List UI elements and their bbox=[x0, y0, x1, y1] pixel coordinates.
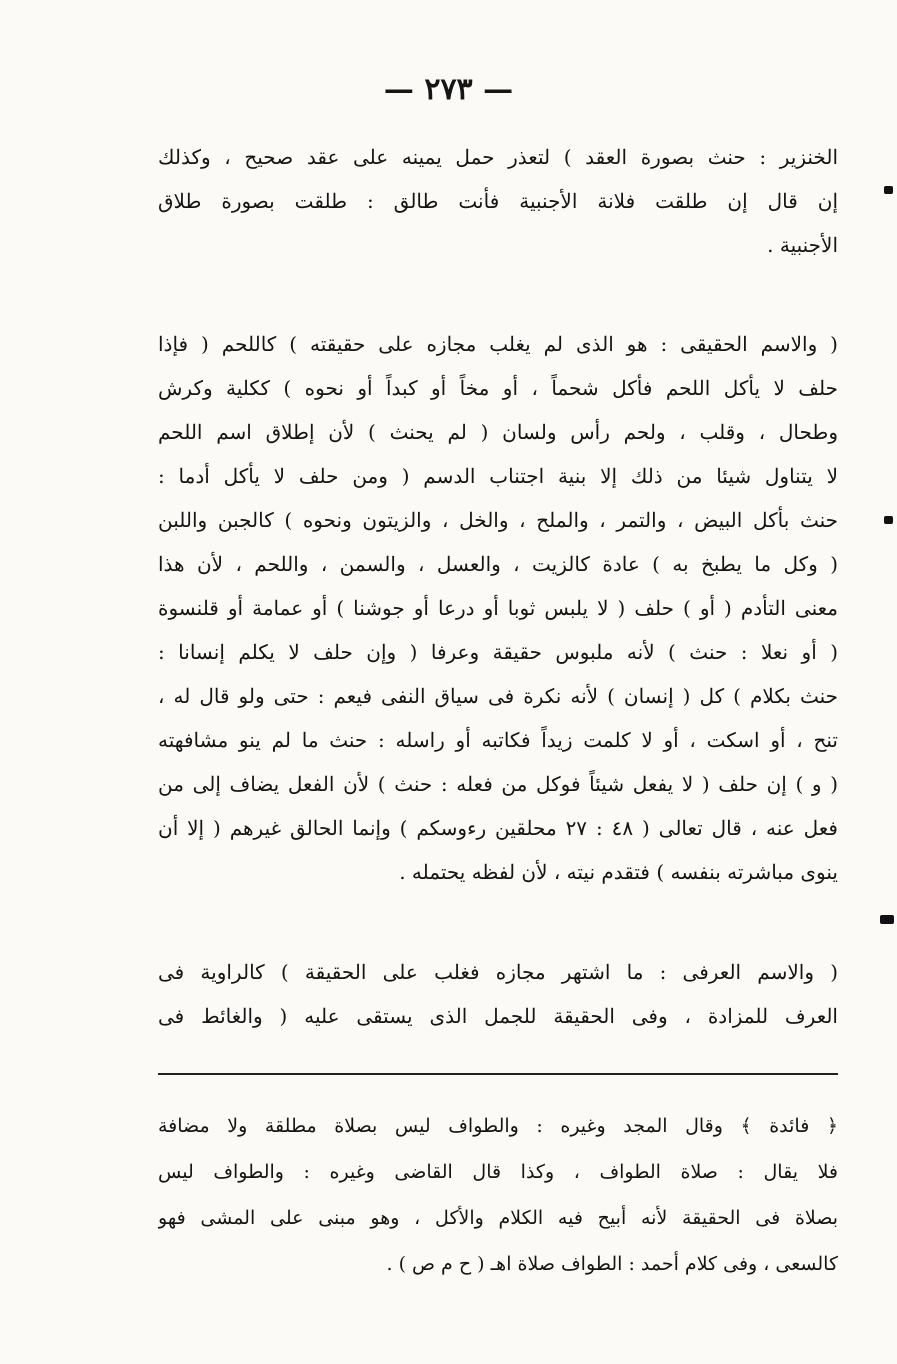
binding-mark bbox=[884, 186, 893, 194]
text-line: ( والاسم الحقيقى : هو الذى لم يغلب مجازه على حقيقته ) كاللحم ( فإذا bbox=[158, 332, 838, 356]
paragraph-1 bbox=[158, 135, 838, 267]
footnote bbox=[158, 1103, 838, 1287]
text-line: ( و ) إن حلف ( لا يفعل شيئاً فوكل من فعله : حنث ) لأن الفعل يضاف إلى من bbox=[158, 772, 838, 796]
text-line: الأجنبية . bbox=[767, 233, 838, 257]
text-line: معنى التأدم ( أو ) حلف ( لا يلبس ثوبا أو درعا أو جوشنا ) أو عمامة أو قلنسوة bbox=[158, 596, 838, 620]
binding-mark bbox=[884, 516, 893, 524]
text-line: ( أو نعلا : حنث ) لأنه ملبوس حقيقة وعرفا ( وإن حلف لا يكلم إنسانا : bbox=[158, 640, 838, 664]
binding-mark bbox=[880, 915, 894, 924]
text-line: ( والاسم العرفى : ما اشتهر مجازه فغلب على الحقيقة ) كالراوية فى bbox=[158, 960, 838, 984]
text-line: لا يتناول شيئا من ذلك إلا بنية اجتناب الدسم ( ومن حلف لا يأكل أدما : bbox=[158, 464, 838, 488]
text-line: وطحال ، وقلب ، ولحم رأس ولسان ( لم يحنث ) لأن إطلاق اسم اللحم bbox=[158, 420, 838, 444]
paragraph-3 bbox=[158, 950, 838, 1038]
footnote-line: ﴿ فائدة ﴾ وقال المجد وغيره : والطواف ليس بصلاة مطلقة ولا مضافة bbox=[158, 1115, 838, 1137]
text-line: العرف للمزادة ، وفى الحقيقة للجمل الذى يستقى عليه ( والغائط فى bbox=[158, 1004, 838, 1028]
text-line: حنث بأكل البيض ، والتمر ، والملح ، والخل ، والزيتون ونحوه ) كالجبن واللبن bbox=[158, 508, 838, 532]
footnote-line: كالسعى ، وفى كلام أحمد : الطواف صلاة اهـ ( ح م ص ) . bbox=[386, 1253, 838, 1275]
text-line: حلف لا يأكل اللحم فأكل شحماً ، أو مخاً أو كبداً أو نحوه ) ككلية وكرش bbox=[158, 376, 838, 400]
text-line: ينوى مباشرته بنفسه ) فتقدم نيته ، لأن لفظه يحتمله . bbox=[399, 860, 838, 884]
page-number: — ٢٧٣ — bbox=[383, 72, 514, 107]
footnote-divider bbox=[158, 1073, 838, 1075]
footnote-line: فلا يقال : صلاة الطواف ، وكذا قال القاضى وغيره : والطواف ليس bbox=[158, 1161, 838, 1183]
text-line: الخنزير : حنث بصورة العقد ) لتعذر حمل يمينه على عقد صحيح ، وكذلك bbox=[158, 145, 838, 169]
paragraph-2 bbox=[158, 322, 838, 894]
footnote-line: بصلاة فى الحقيقة لأنه أبيح فيه الكلام والأكل ، وهو مبنى على المشى فهو bbox=[158, 1207, 838, 1229]
text-line: إن قال إن طلقت فلانة الأجنبية فأنت طالق : طلقت بصورة طلاق bbox=[158, 189, 838, 213]
text-line: تنح ، أو اسكت ، أو لا كلمت زيداً فكاتبه أو راسله : حنث ما لم ينو مشافهته bbox=[158, 728, 838, 752]
text-line: فعل عنه ، قال تعالى ( ٤٨ : ٢٧ محلقين رءوسكم ) وإنما الحالق غيرهم ( إلا أن bbox=[158, 816, 838, 840]
text-line: ( وكل ما يطبخ به ) عادة كالزيت ، والعسل ، والسمن ، واللحم ، لأن هذا bbox=[158, 552, 838, 576]
text-line: حنث بكلام ) كل ( إنسان ) لأنه نكرة فى سياق النفى فيعم : حتى ولو قال له ، bbox=[158, 684, 838, 708]
